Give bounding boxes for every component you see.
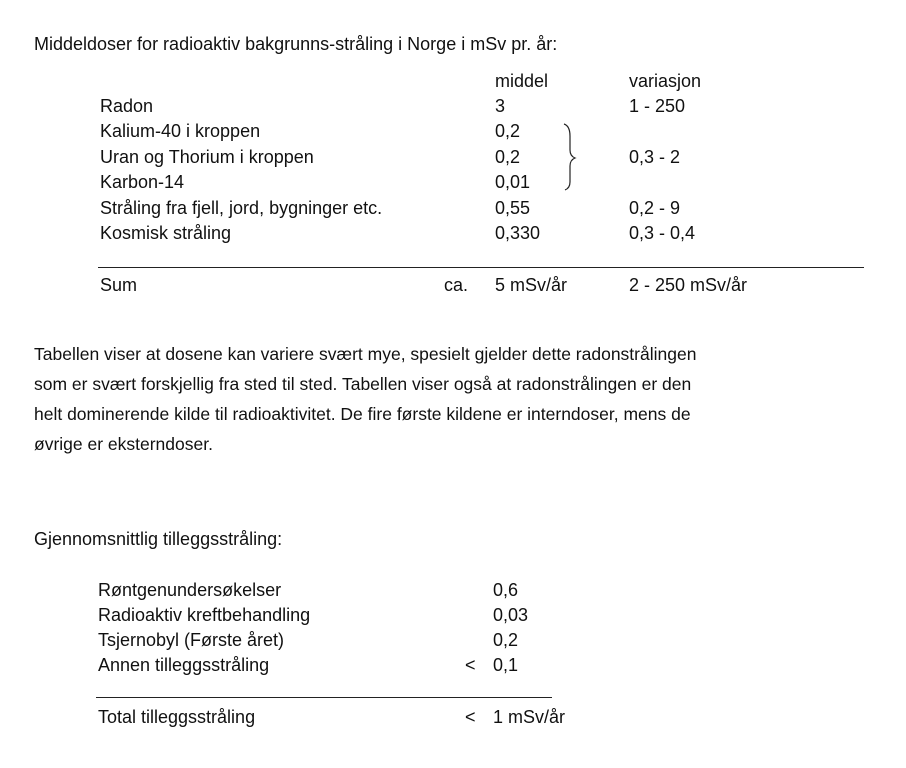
table-row-source: Karbon-14 bbox=[100, 172, 185, 192]
page-title: Middeldoser for radioaktiv bakgrunns-stråling i Norge i mSv pr. år: bbox=[34, 34, 558, 54]
table-row-source: Stråling fra fjell, jord, bygninger etc. bbox=[100, 198, 383, 218]
table-row-mean: 0,330 bbox=[495, 223, 541, 243]
paragraph-line: som er svært forskjellig fra sted til sted. Tabellen viser også at radonstrålingen er den bbox=[34, 374, 692, 394]
table-row-source: Uran og Thorium i kroppen bbox=[100, 147, 314, 167]
table-row-source: Radon bbox=[100, 96, 154, 116]
paragraph-line: Tabellen viser at dosene kan variere svært mye, spesielt gjelder dette radonstrålingen bbox=[34, 344, 697, 364]
table-row-source: Røntgenundersøkelser bbox=[98, 580, 282, 600]
divider bbox=[98, 267, 864, 268]
grouping-brace bbox=[556, 122, 586, 192]
table-row-mean: 0,01 bbox=[495, 172, 531, 192]
table-row-value: 0,6 bbox=[493, 580, 519, 600]
table-row-variation: 0,2 - 9 bbox=[629, 198, 681, 218]
column-header-mean: middel bbox=[495, 71, 549, 91]
table-row-variation: 0,3 - 0,4 bbox=[629, 223, 696, 243]
paragraph-line: øvrige er eksterndoser. bbox=[34, 434, 213, 454]
sum-prefix: ca. bbox=[444, 275, 469, 295]
section-title: Gjennomsnittlig tilleggsstråling: bbox=[34, 529, 283, 549]
body-paragraph bbox=[34, 339, 874, 459]
table-row-source: Kosmisk stråling bbox=[100, 223, 232, 243]
table-row-source: Radioaktiv kreftbehandling bbox=[98, 605, 311, 625]
table-row-mean: 3 bbox=[495, 96, 506, 116]
table-row-value: 0,1 bbox=[493, 655, 519, 675]
table-row-value: 0,2 bbox=[493, 630, 519, 650]
sum-label: Sum bbox=[100, 275, 138, 295]
total-value: 1 mSv/år bbox=[493, 707, 566, 727]
table-row-variation: 0,3 - 2 bbox=[629, 147, 681, 167]
divider bbox=[96, 697, 552, 698]
sum-variation: 2 - 250 mSv/år bbox=[629, 275, 748, 295]
table-row-source: Kalium-40 i kroppen bbox=[100, 121, 261, 141]
sum-mean: 5 mSv/år bbox=[495, 275, 568, 295]
column-header-variation: variasjon bbox=[629, 71, 702, 91]
table-row-mean: 0,2 bbox=[495, 121, 521, 141]
table-row-source: Tsjernobyl (Første året) bbox=[98, 630, 285, 650]
total-prefix: < bbox=[465, 707, 476, 727]
table-row-prefix: < bbox=[465, 655, 476, 675]
table-row-value: 0,03 bbox=[493, 605, 529, 625]
total-label: Total tilleggsstråling bbox=[98, 707, 256, 727]
table-row-variation: 1 - 250 bbox=[629, 96, 686, 116]
paragraph-line: helt dominerende kilde til radioaktivitet. De fire første kildene er interndoser, mens de bbox=[34, 404, 691, 424]
table-row-mean: 0,2 bbox=[495, 147, 521, 167]
table-row-mean: 0,55 bbox=[495, 198, 531, 218]
table-row-source: Annen tilleggsstråling bbox=[98, 655, 270, 675]
